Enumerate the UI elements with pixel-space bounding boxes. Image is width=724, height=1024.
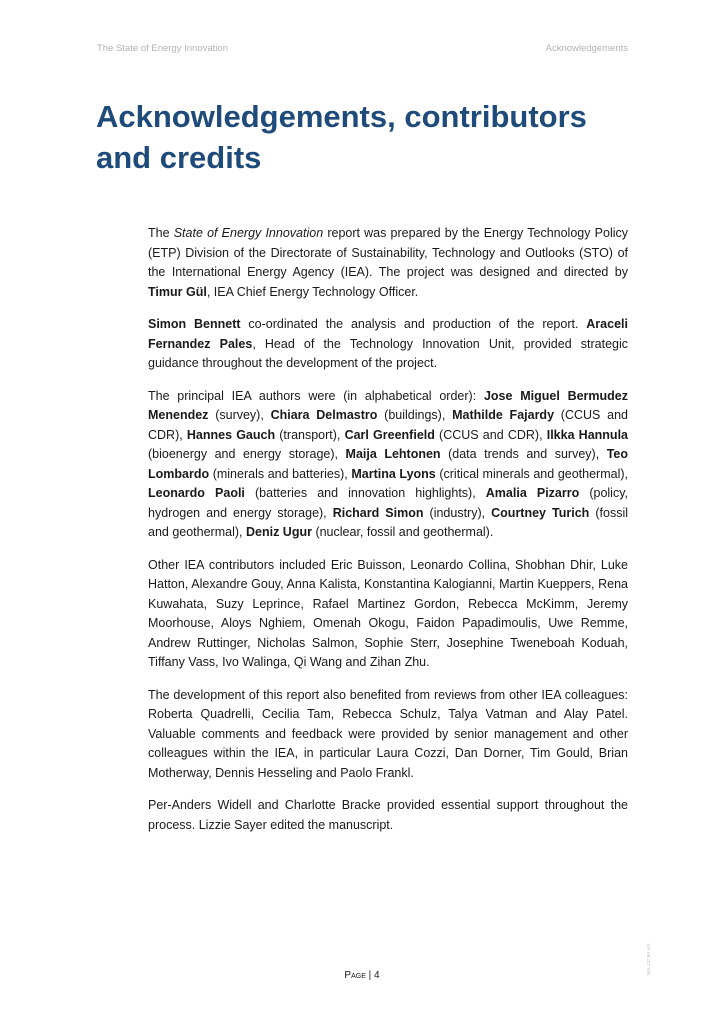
director-name: Timur Gül	[148, 284, 207, 299]
body-text	[148, 224, 628, 848]
page-title-line-2: and credits	[96, 140, 262, 175]
author-name: Maija Lehtonen	[345, 447, 441, 461]
paragraph-other-contributors: Other IEA contributors included Eric Buisson, Leonardo Collina, Shobhan Dhir, Luke Hatton, Alexandre Gouy, Anna Kalista, Konstantina Kalogianni, Martin Kueppers, Rena Kuwahata, Suzy Leprince, Rafael Martinez Gordon, Rebecca McKimm, Jeremy Moorhouse, Aloys Nghiem, Omenah Okogu, Faidon Papadimoulis, Uwe Remme, Andrew Ruttinger, Nicholas Salmon, Sophie Sterr, Josephine Tweneboah Koduah, Tiffany Vass, Ivo Walinga, Qi Wang and Zihan Zhu.	[148, 557, 628, 669]
license-note: IEA. CC BY 4.0.	[646, 942, 651, 975]
author-name: Mathilde Fajardy	[452, 408, 555, 422]
page-title-line-1: Acknowledgements, contributors	[96, 99, 587, 134]
page-label: Page	[344, 970, 366, 981]
page-number: 4	[374, 970, 380, 981]
page-separator: |	[365, 970, 375, 981]
author-name: Chiara Delmastro	[270, 408, 378, 422]
author-name: Jose Miguel Bermudez Menendez	[148, 388, 629, 422]
author-name: Amalia Pizarro	[485, 486, 580, 500]
paragraph-principal-authors: The principal IEA authors were (in alphabetical order): Jose Miguel Bermudez Menendez (survey), Chiara Delmastro (buildings), Mathilde Fajardy (CCUS and CDR), Hannes Gauch (transport), Carl Greenfield (CCUS and CDR), Ilkka Hannula (bioenergy and energy storage), Maija Lehtonen (data trends and survey), Teo Lombardo (minerals and batteries), Martina Lyons (critical minerals and geothermal), Leonardo Paoli (batteries and innovation highlights), Amalia Pizarro (policy, hydrogen and energy storage), Richard Simon (industry), Courtney Turich (fossil and geothermal), Deniz Ugur (nuclear, fossil and geothermal).	[148, 388, 629, 539]
paragraph-reviewers: The development of this report also benefited from reviews from other IEA colleagues: Roberta Quadrelli, Cecilia Tam, Rebecca Schulz, Talya Vatman and Alay Patel. Valuable comments and feedback were provided by senior management and other colleagues within the IEA, in particular Laura Cozzi, Dan Dorner, Tim Gould, Brian Motherway, Dennis Hesseling and Paolo Frankl.	[148, 687, 628, 780]
author-name: Martina Lyons	[351, 466, 436, 481]
author-name: Hannes Gauch	[186, 427, 276, 442]
author-name: Carl Greenfield	[344, 427, 435, 442]
report-title-italic: State of Energy Innovation	[173, 226, 324, 240]
author-name: Leonardo Paoli	[148, 486, 245, 500]
page-footer	[0, 970, 724, 981]
author-name: Deniz Ugur	[245, 525, 312, 539]
header-report-title: The State of Energy Innovation	[97, 43, 228, 54]
running-header	[97, 43, 628, 57]
paragraph-support-editing: Per-Anders Widell and Charlotte Bracke provided essential support throughout the process. Lizzie Sayer edited the manuscript.	[148, 798, 628, 832]
coordinator-name: Simon Bennett	[148, 317, 241, 331]
header-section-title: Acknowledgements	[545, 43, 628, 54]
author-name: Ilkka Hannula	[546, 427, 628, 442]
author-name: Richard Simon	[332, 505, 424, 520]
author-name: Courtney Turich	[491, 505, 590, 520]
page-title	[96, 96, 656, 178]
paragraph-coordination: Simon Bennett co-ordinated the analysis and production of the report. Araceli Fernandez Pales, Head of the Technology Innovation Unit, provided strategic guidance throughout the development of the project.	[148, 317, 629, 370]
paragraph-report-preparation: The State of Energy Innovation report was prepared by the Energy Technology Policy (ETP) Division of the Directorate of Sustainability, Technology and Outlooks (STO) of the International Energy Agency (IEA). The project was designed and directed by Timur Gül, IEA Chief Energy Technology Officer.	[148, 226, 629, 299]
author-name: Teo Lombardo	[148, 447, 628, 481]
unit-head-name: Araceli Fernandez Pales	[148, 317, 628, 351]
